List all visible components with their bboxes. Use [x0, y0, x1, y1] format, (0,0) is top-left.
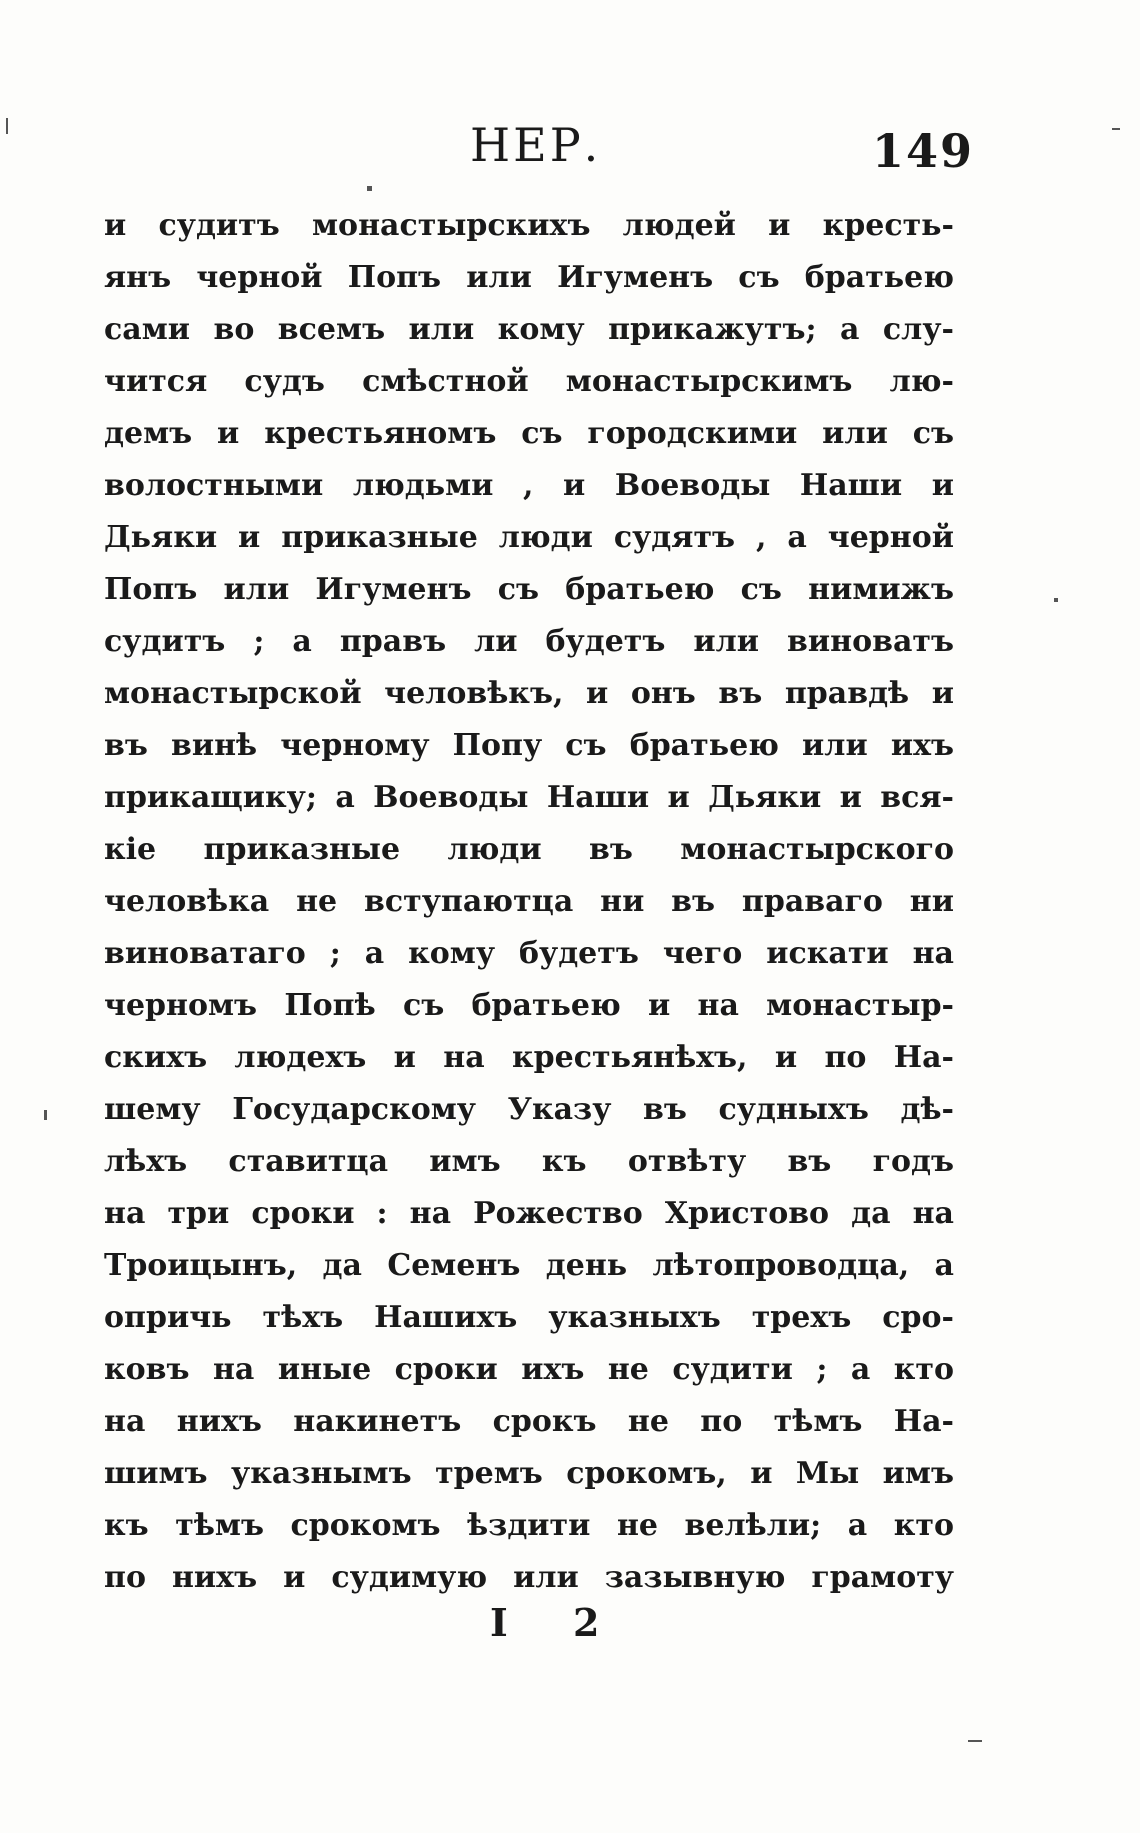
scan-speck — [1112, 128, 1120, 130]
text-line: чится судъ смѣстной монастырскимъ лю- — [104, 364, 954, 399]
text-line: прикащику; а Воеводы Наши и Дьяки и вся- — [104, 780, 954, 815]
scan-speck — [1054, 598, 1058, 602]
text-line: шему Государскому Указу въ судныхъ дѣ- — [104, 1092, 954, 1127]
text-line: по нихъ и судимую или зазывную грамоту — [104, 1560, 954, 1595]
scan-speck — [367, 186, 372, 191]
text-line: опричь тѣхъ Нашихъ указныхъ трехъ сро- — [104, 1300, 954, 1335]
text-line: кіе приказные люди въ монастырского — [104, 832, 954, 867]
text-line: монастырской человѣкъ, и онъ въ правдѣ и — [104, 676, 954, 711]
text-line: въ винѣ черному Попу съ братьею или ихъ — [104, 728, 954, 763]
text-line: судитъ ; а правъ ли будетъ или виноватъ — [104, 624, 954, 659]
text-line: человѣка не вступаютца ни въ праваго ни — [104, 884, 954, 919]
text-line: янъ черной Попъ или Игуменъ съ братьею — [104, 260, 954, 295]
text-line: сами во всемъ или кому прикажутъ; а слу- — [104, 312, 954, 347]
text-line: скихъ людехъ и на крестьянѣхъ, и по На- — [104, 1040, 954, 1075]
signature-mark: I 2 — [490, 1600, 626, 1645]
running-head: НЕР. — [470, 118, 602, 172]
text-line: и судитъ монастырскихъ людей и кресть- — [104, 208, 954, 243]
scan-speck — [44, 1110, 47, 1120]
text-line: на три сроки : на Рожество Христово да на — [104, 1196, 954, 1231]
body-text — [104, 200, 954, 1604]
text-line: къ тѣмъ срокомъ ѣздити не велѣли; а кто — [104, 1508, 954, 1543]
text-line: Дьяки и приказные люди судятъ , а черной — [104, 520, 954, 555]
text-line: Попъ или Игуменъ съ братьею съ нимижъ — [104, 572, 954, 607]
text-line: на нихъ накинетъ срокъ не по тѣмъ На- — [104, 1404, 954, 1439]
text-line: черномъ Попѣ съ братьею и на монастыр- — [104, 988, 954, 1023]
text-line: Троицынъ, да Семенъ день лѣтопроводца, а — [104, 1248, 954, 1283]
text-line: волостными людьми , и Воеводы Наши и — [104, 468, 954, 503]
text-line: шимъ указнымъ тремъ срокомъ, и Мы имъ — [104, 1456, 954, 1491]
text-line: виноватаго ; а кому будетъ чего искати на — [104, 936, 954, 971]
text-line: ковъ на иные сроки ихъ не судити ; а кто — [104, 1352, 954, 1387]
text-line: демъ и крестьяномъ съ городскими или съ — [104, 416, 954, 451]
scan-speck — [6, 118, 8, 134]
scan-speck — [968, 1740, 982, 1742]
text-line: лѣхъ ставитца имъ къ отвѣту въ годъ — [104, 1144, 954, 1179]
page-number: 149 — [872, 124, 975, 178]
